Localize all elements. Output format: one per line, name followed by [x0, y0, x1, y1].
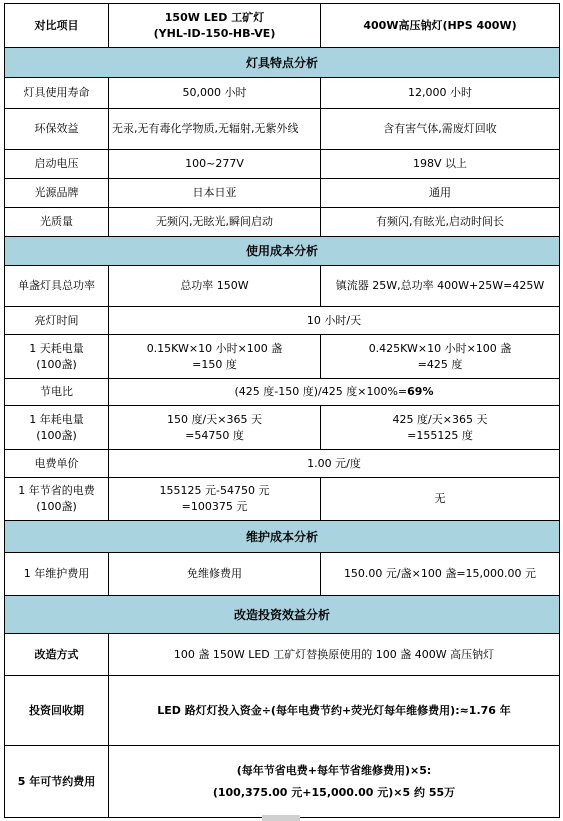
- row-label: 5 年可节约费用: [5, 746, 109, 818]
- shared-value: 100 盏 150W LED 工矿灯替换原使用的 100 盏 400W 高压钠灯: [109, 634, 560, 676]
- table-row: [5, 150, 560, 179]
- hps-value: 有频闪,有眩光,启动时间长: [321, 208, 560, 237]
- value-line: 0.15KW×10 小时×100 盏: [146, 341, 283, 355]
- ratio-formula: (425 度-150 度)/425 度×100%=: [234, 385, 408, 398]
- table-row: [5, 78, 560, 109]
- table-row: [5, 208, 560, 237]
- shared-value: LED 路灯灯投入资金÷(每年电费节约+荧光灯每年维修费用):≈1.76 年: [109, 676, 560, 746]
- led-value: 无汞,无有毒化学物质,无辐射,无紫外线: [109, 109, 321, 150]
- table-row: [5, 266, 560, 307]
- hps-value: 12,000 小时: [321, 78, 560, 109]
- header-compare-item: 对比项目: [5, 4, 109, 48]
- section-title: 改造投资效益分析: [5, 596, 560, 634]
- table-row: [5, 676, 560, 746]
- row-label: [5, 406, 109, 450]
- table-row: [5, 478, 560, 521]
- value-line: 0.425KW×10 小时×100 盏: [368, 341, 512, 355]
- section-title: 维护成本分析: [5, 521, 560, 553]
- section-title: 使用成本分析: [5, 237, 560, 266]
- scroll-indicator: [262, 815, 300, 821]
- hps-value: 镇流器 25W,总功率 400W+25W=425W: [321, 266, 560, 307]
- hps-value: [321, 406, 560, 450]
- header-led-product: [109, 4, 321, 48]
- hps-value: 150.00 元/盏×100 盏=15,000.00 元: [321, 553, 560, 596]
- section-investment-benefit: [5, 596, 560, 634]
- row-label: 改造方式: [5, 634, 109, 676]
- led-value: [109, 335, 321, 379]
- led-value: 总功率 150W: [109, 266, 321, 307]
- row-label-line: (100盏): [36, 428, 77, 442]
- value-line: =54750 度: [185, 428, 244, 442]
- table-row: [5, 406, 560, 450]
- led-value: 50,000 小时: [109, 78, 321, 109]
- table-row: [5, 634, 560, 676]
- value-line: =150 度: [192, 357, 237, 371]
- value-line: =425 度: [417, 357, 463, 371]
- row-label-line: (100盏): [36, 500, 77, 513]
- row-label: 亮灯时间: [5, 307, 109, 335]
- row-label-line: 1 年耗电量: [29, 412, 84, 426]
- row-label: 启动电压: [5, 150, 109, 179]
- ratio-result: 69%: [407, 385, 434, 398]
- header-led-name: 150W LED 工矿灯: [164, 10, 265, 24]
- value-line: =100375 元: [181, 500, 248, 513]
- hps-value: 含有害气体,需废灯回收: [321, 109, 560, 150]
- row-label: 光源品牌: [5, 179, 109, 208]
- row-label: 单盏灯具总功率: [5, 266, 109, 307]
- header-led-model: (YHL-ID-150-HB-VE): [153, 26, 276, 40]
- led-value: 100~277V: [109, 150, 321, 179]
- shared-value: [109, 746, 560, 818]
- led-value: [109, 406, 321, 450]
- row-label: 电费单价: [5, 450, 109, 478]
- table-row: [5, 335, 560, 379]
- comparison-table: [4, 3, 560, 818]
- row-label: 投资回收期: [5, 676, 109, 746]
- led-value: 无频闪,无眩光,瞬间启动: [109, 208, 321, 237]
- row-label-line: 1 年节省的电费: [18, 484, 95, 497]
- value-line: 150 度/天×365 天: [167, 412, 262, 426]
- header-hps-product: 400W高压钠灯(HPS 400W): [321, 4, 560, 48]
- row-label: [5, 478, 109, 521]
- hps-value: 通用: [321, 179, 560, 208]
- table-row: [5, 379, 560, 406]
- table-row: [5, 307, 560, 335]
- shared-value: 10 小时/天: [109, 307, 560, 335]
- row-label-line: 1 天耗电量: [29, 341, 84, 355]
- value-line: 425 度/天×365 天: [392, 412, 488, 426]
- table-row: [5, 450, 560, 478]
- led-value: 日本日亚: [109, 179, 321, 208]
- hps-value: 198V 以上: [321, 150, 560, 179]
- row-label-line: (100盏): [36, 357, 77, 371]
- table-row: [5, 109, 560, 150]
- row-label: [5, 335, 109, 379]
- led-value: [109, 478, 321, 521]
- section-usage-cost: [5, 237, 560, 266]
- hps-value: [321, 335, 560, 379]
- led-value: 免维修费用: [109, 553, 321, 596]
- section-title: 灯具特点分析: [5, 48, 560, 78]
- shared-value: [109, 379, 560, 406]
- table-header-row: [5, 4, 560, 48]
- row-label: 灯具使用寿命: [5, 78, 109, 109]
- table-row: [5, 179, 560, 208]
- hps-value: 无: [321, 478, 560, 521]
- value-line: (每年节省电费+每年节省维修费用)×5:: [236, 763, 432, 777]
- value-line: 155125 元-54750 元: [159, 484, 270, 497]
- section-maintenance-cost: [5, 521, 560, 553]
- row-label: 光质量: [5, 208, 109, 237]
- table-row: [5, 746, 560, 818]
- value-line: (100,375.00 元+15,000.00 元)×5 约 55万: [212, 785, 456, 799]
- table-row: [5, 553, 560, 596]
- value-line: =155125 度: [407, 428, 473, 442]
- section-fixture-features: [5, 48, 560, 78]
- shared-value: 1.00 元/度: [109, 450, 560, 478]
- row-label: 1 年维护费用: [5, 553, 109, 596]
- row-label: 环保效益: [5, 109, 109, 150]
- row-label: 节电比: [5, 379, 109, 406]
